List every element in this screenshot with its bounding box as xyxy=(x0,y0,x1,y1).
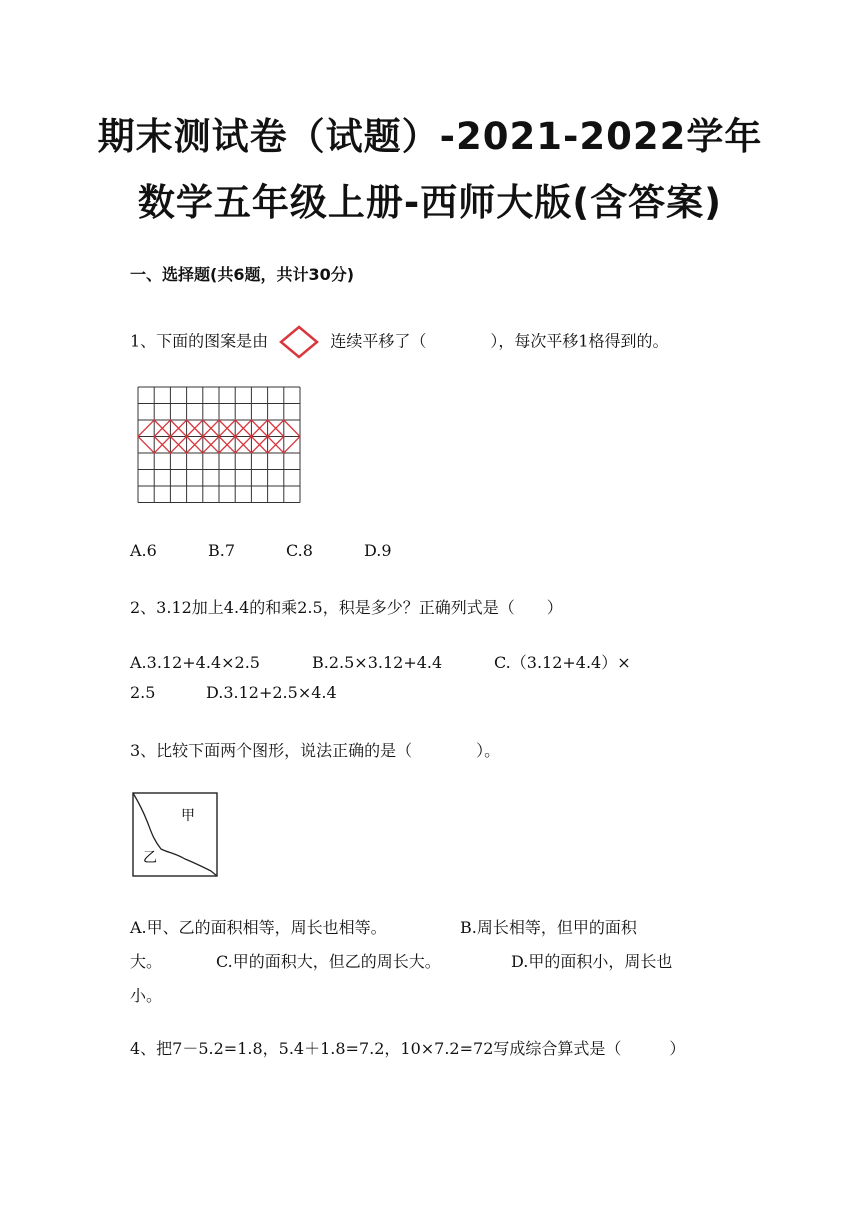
option-d[interactable]: D.3.12+2.5×4.4 xyxy=(206,683,337,702)
question-1-text-before: 1、下面的图案是由 xyxy=(130,331,269,351)
option-a[interactable]: A.甲、乙的面积相等，周长也相等。 xyxy=(130,918,387,937)
option-c-continued: 2.5 xyxy=(130,683,156,702)
document-title-line-1: 期末测试卷（试题）-2021-2022学年 xyxy=(97,115,763,158)
option-c[interactable]: C.8 xyxy=(286,541,313,560)
option-d[interactable]: D.9 xyxy=(364,541,392,560)
question-3-square-figure xyxy=(131,791,221,879)
question-3-options-line-1 xyxy=(130,915,637,938)
option-b[interactable]: B.7 xyxy=(208,541,236,560)
option-d-continued: 小。 xyxy=(130,986,163,1005)
question-1-options xyxy=(130,541,392,560)
option-c[interactable]: C.甲的面积大，但乙的周长大。 xyxy=(216,952,441,971)
diamond-icon xyxy=(277,324,321,360)
option-b-continued: 大。 xyxy=(130,952,163,971)
option-a[interactable]: A.3.12+4.4×2.5 xyxy=(130,653,260,672)
question-1-text-after: 连续平移了（ ），每次平移1格得到的。 xyxy=(330,331,669,351)
question-3-options-line-2 xyxy=(130,949,672,972)
section-heading: 一、选择题(共6题，共计30分) xyxy=(130,265,355,284)
question-2-text: 2、3.12加上4.4的和乘2.5，积是多少？正确列式是（ ） xyxy=(130,598,563,617)
question-3-text: 3、比较下面两个图形，说法正确的是（ ）。 xyxy=(130,741,501,760)
question-2-options-line-2 xyxy=(130,683,337,702)
document-title-line-2: 数学五年级上册-西师大版(含答案) xyxy=(137,181,723,224)
label-yi: 乙 xyxy=(143,850,157,866)
question-2-options-line-1 xyxy=(130,650,631,673)
option-d[interactable]: D.甲的面积小，周长也 xyxy=(511,952,673,971)
option-b[interactable]: B.周长相等，但甲的面积 xyxy=(460,918,637,937)
label-jia: 甲 xyxy=(181,808,195,824)
option-a[interactable]: A.6 xyxy=(130,541,157,560)
option-c[interactable]: C.（3.12+4.4）× xyxy=(494,653,631,672)
option-b[interactable]: B.2.5×3.12+4.4 xyxy=(312,653,443,672)
question-1 xyxy=(130,324,669,360)
question-4-text: 4、把7－5.2=1.8，5.4＋1.8=7.2，10×7.2=72写成综合算式是（ ） xyxy=(130,1039,686,1058)
question-1-grid-figure xyxy=(137,386,303,504)
